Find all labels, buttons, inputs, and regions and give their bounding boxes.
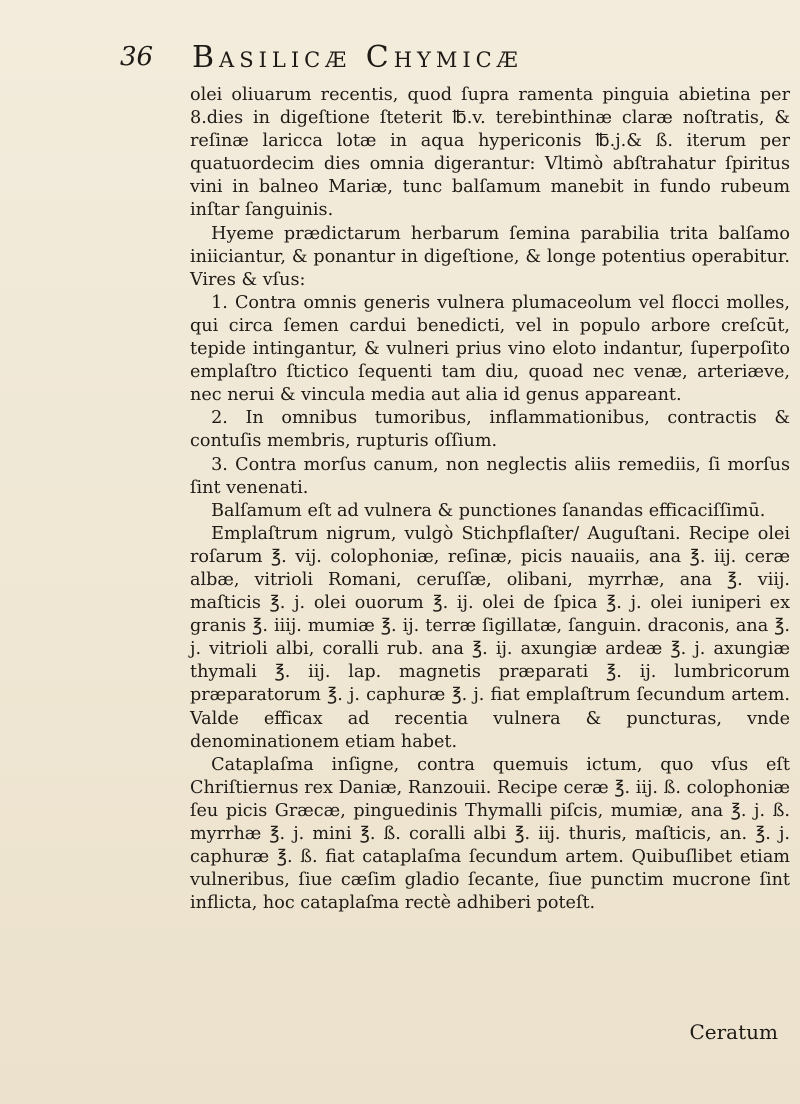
page-number: 36 [120,42,154,72]
catchword: Ceratum [689,1020,778,1044]
paragraph-balsam-efficacy: Balſamum eſt ad vulnera & punctiones ſanandas efficaciſſimū. [211,500,766,521]
paragraph-balsam-preparation: olei oliuarum recentis, quod ſupra ramenta pinguia abietina per 8.dies in digeſtione ſteterit ℔.v. terebinthinæ claræ noſtratis, & reſinæ laricca lotæ in aqua hypericonis ℔.j.& ß. iterum per quatuordecim dies omnia digerantur: Vltimò abſtrahatur ſpiritus vini in balneo Mariæ, tunc balſamum manebit in fundo rubeum inſtar ſanguinis. [190,85,790,221]
running-title: Basilicæ Chymicæ [192,40,523,75]
paragraph-use-2-tumors: 2. In omnibus tumoribus, inflammationibus, contractis & contuſis membris, rupturis oſſium. [190,408,790,452]
paragraph-winter-seeds: Hyeme prædictarum herbarum ſemina parabilia trita balſamo iniiciantur, & ponantur in digeſtione, & longe potentius operabitur. Vires & vſus: [190,223,790,290]
paragraph-use-3-bites: 3. Contra morſus canum, non neglectis aliis remediis, ſi morſus ſint venenati. [190,454,790,498]
paragraph-cataplasma: Cataplaſma inſigne, contra quemuis ictum, quo vſus eſt Chriſtiernus rex Daniæ, Ranzouii. Recipe ceræ ℥. iij. ß. colophoniæ ſeu picis Græcæ, pinguedinis Thymalli piſcis, mumiæ, ana ℥. j. ß. myrrhæ ℥. j. mini ℥. ß. coralli albi ℥. iij. thuris, maſticis, an. ℥. j. caphuræ ℥. ß. fiat cataplaſma ſecundum artem. Quibuſlibet etiam vulneribus, ſiue cæſim gladio ſecante, ſiue punctim mucrone ſint inflicta, hoc cataplaſma rectè adhiberi poteſt. [190,754,790,914]
body-text [190,84,790,915]
paragraph-use-1-wounds: 1. Contra omnis generis vulnera plumaceolum vel flocci molles, qui circa ſemen cardui benedicti, vel in populo arbore creſcūt, tepide intingantur, & vulneri prius vino eloto indantur, ſuperpoſito emplaſtro ſtictico ſequenti tam diu, quoad nec venæ, arteriæve, nec nerui & vincula media aut alia id genus appareant. [190,292,790,406]
page-header [120,42,750,82]
paragraph-emplastrum-nigrum: Emplaſtrum nigrum, vulgò Stichpflaſter/ Auguſtani. Recipe olei roſarum ℥. vij. colophoniæ, reſinæ, picis nauaiis, ana ℥. iij. ceræ albæ, vitrioli Romani, ceruſſæ, olibani, myrrhæ, ana ℥. viij. maſticis ℥. j. olei ouorum ℥. ij. olei de ſpica ℥. j. olei iuniperi ex granis ℥. iiij. mumiæ ℥. ij. terræ ſigillatæ, ſanguin. draconis, ana ℥. j. vitrioli albi, coralli rub. ana ℥. ij. axungiæ ardeæ ℥. j. axungiæ thymali ℥. iij. lap. magnetis præparati ℥. ij. lumbricorum præparatorum ℥. j. caphuræ ℥. j. fiat emplaſtrum ſecundum artem. Valde efficax ad recentia vulnera & puncturas, vnde denominationem etiam habet. [190,523,790,752]
